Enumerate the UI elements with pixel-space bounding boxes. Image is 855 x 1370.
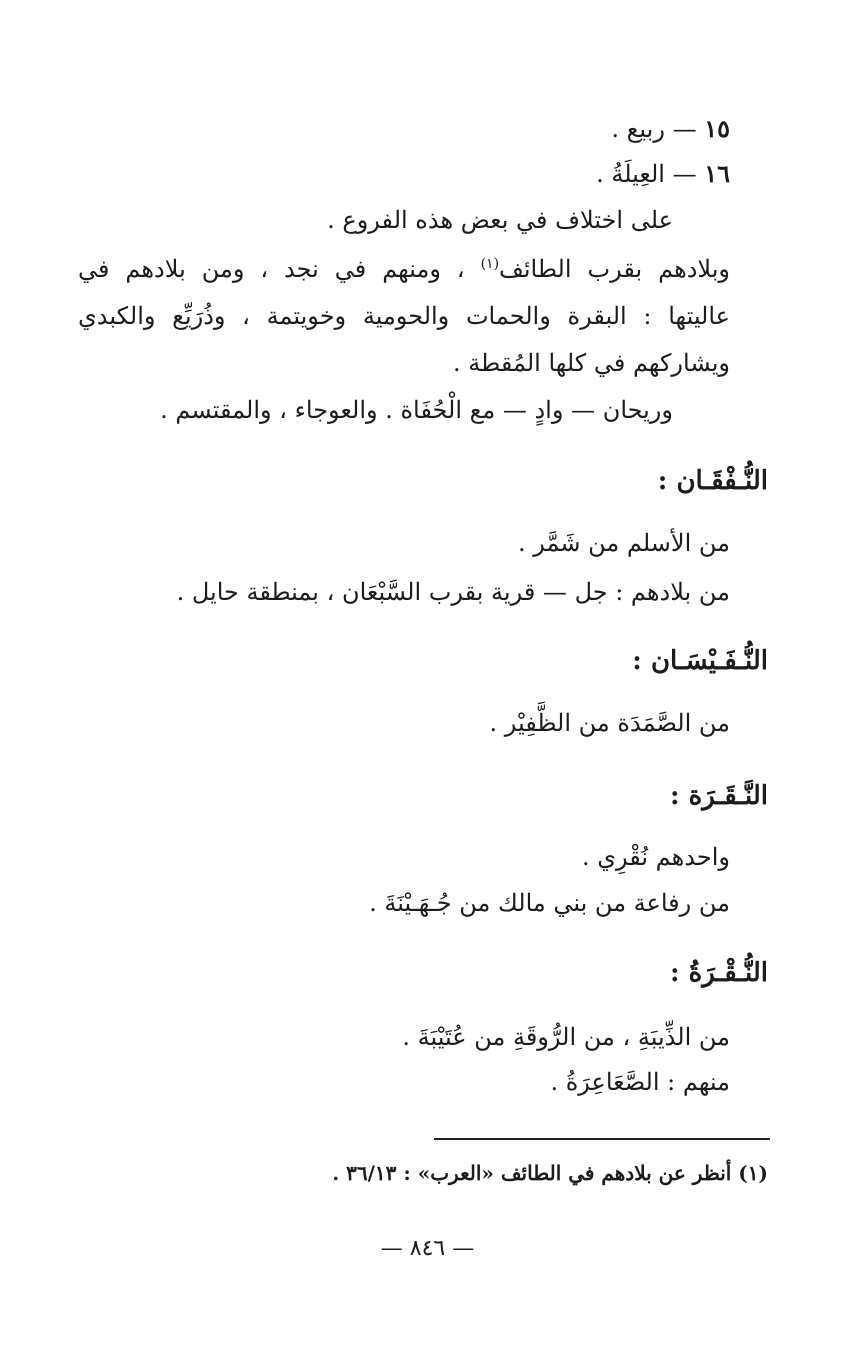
list-dash: —	[672, 115, 697, 143]
list-dash: —	[672, 160, 697, 188]
list-number: ١٦	[704, 159, 730, 188]
section-heading: النُّـقْـرَةُ :	[670, 958, 768, 988]
section-heading: النُّـفَـيْسَـان :	[632, 646, 768, 676]
page-number: — ٨٤٦ —	[380, 1236, 475, 1261]
paragraph-text: وبلادهم بقرب الطائف	[499, 255, 730, 283]
list-text: العِيلَةُ .	[596, 160, 665, 188]
footnote-marker: (١)	[480, 256, 500, 272]
footnote-rule	[434, 1138, 770, 1140]
section-line: من الصَّمَدَة من الظَّفِيْر .	[489, 709, 730, 737]
section-heading: النُّـفْقَـان :	[657, 466, 768, 496]
list-item	[611, 112, 730, 146]
section-line: من الذِّيبَةِ ، من الرُّوقَةِ من عُتَيْبَةَ .	[402, 1023, 730, 1051]
section-line: منهم : الصَّعَاعِرَةُ .	[550, 1068, 730, 1096]
list-number: ١٥	[704, 114, 730, 143]
note-line: على اختلاف في بعض هذه الفروع .	[327, 206, 673, 234]
list-text: ربيع .	[611, 115, 665, 143]
section-line: من الأسلم من شَمَّر .	[517, 529, 730, 557]
section-line: واحدهم نُقْرِي .	[581, 843, 730, 871]
section-line: من رفاعة من بني مالك من جُـهَـيْنَةَ .	[369, 889, 730, 917]
paragraph-line: عاليتها : البقرة والحمات والحومية وخويتمة ، وذُرَيِّع والكبدي	[78, 302, 730, 330]
list-item	[596, 157, 730, 191]
section-line: من بلادهم : جل — قرية بقرب السَّبْعَان ، بمنطقة حايل .	[176, 578, 730, 606]
paragraph-text: ، ومنهم في نجد ، ومن بلادهم في	[78, 255, 481, 283]
paragraph-line: وريحان — وادٍ — مع الْحُفَاة . والعوجاء ، والمقتسم .	[160, 396, 673, 424]
paragraph-line: ويشاركهم في كلها المُقطة .	[453, 349, 730, 377]
footnote: (١) أنظر عن بلادهم في الطائف «العرب» : ٣٦/١٣ .	[332, 1161, 768, 1185]
paragraph-line	[78, 252, 730, 286]
section-heading: النَّـقَـرَة :	[670, 781, 768, 811]
